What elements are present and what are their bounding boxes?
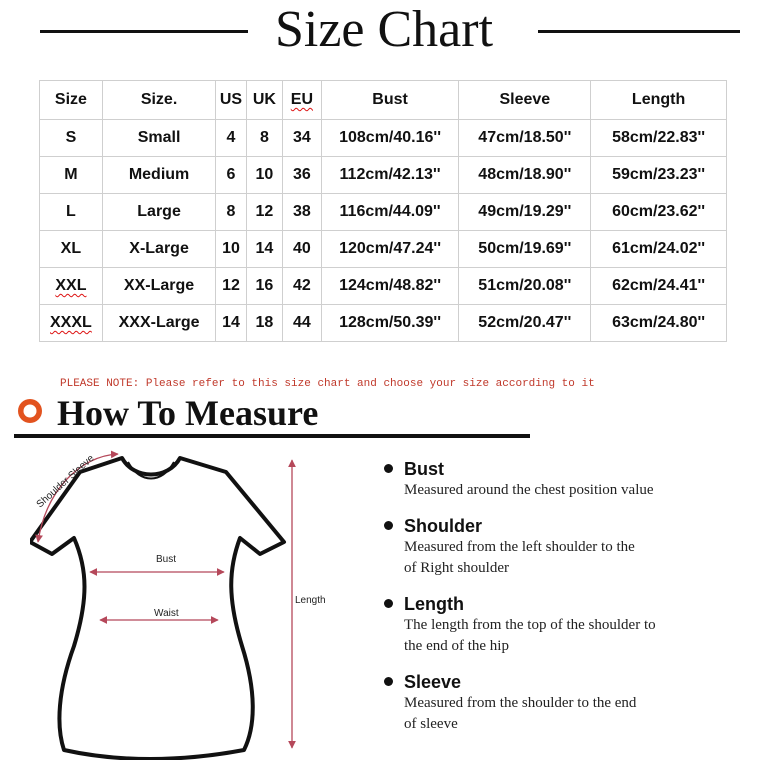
table-cell: L bbox=[40, 194, 103, 231]
table-cell: 44 bbox=[283, 305, 322, 342]
measure-item-shoulder bbox=[380, 515, 760, 579]
measure-desc: Measured from the left shoulder to the bbox=[404, 539, 635, 555]
measure-item-sleeve bbox=[380, 671, 760, 735]
table-row bbox=[40, 268, 727, 305]
column-header: Bust bbox=[321, 81, 459, 120]
table-row bbox=[40, 305, 727, 342]
bullet-icon bbox=[384, 599, 393, 608]
table-cell: XXXL bbox=[40, 305, 103, 342]
table-cell: 8 bbox=[216, 194, 246, 231]
measure-list bbox=[380, 458, 760, 749]
table-row bbox=[40, 120, 727, 157]
length-label: Length bbox=[295, 595, 326, 606]
table-cell: XL bbox=[40, 231, 103, 268]
table-cell: 61cm/24.02'' bbox=[591, 231, 727, 268]
table-cell: 8 bbox=[246, 120, 282, 157]
size-chart-header bbox=[0, 0, 768, 62]
table-cell: 16 bbox=[246, 268, 282, 305]
table-cell: 124cm/48.82'' bbox=[321, 268, 459, 305]
measure-item-length bbox=[380, 593, 760, 657]
table-cell: 63cm/24.80'' bbox=[591, 305, 727, 342]
measure-name: Bust bbox=[404, 459, 444, 479]
column-header: Size bbox=[40, 81, 103, 120]
table-cell: 120cm/47.24'' bbox=[321, 231, 459, 268]
column-header: Size. bbox=[102, 81, 215, 120]
title-rule-right bbox=[538, 30, 740, 33]
table-cell: 116cm/44.09'' bbox=[321, 194, 459, 231]
table-cell: 62cm/24.41'' bbox=[591, 268, 727, 305]
table-cell: 112cm/42.13'' bbox=[321, 157, 459, 194]
bullet-icon bbox=[384, 677, 393, 686]
table-cell: 10 bbox=[246, 157, 282, 194]
table-cell: 38 bbox=[283, 194, 322, 231]
bullet-icon bbox=[384, 521, 393, 530]
measure-name: Sleeve bbox=[404, 672, 462, 692]
table-cell: 10 bbox=[216, 231, 246, 268]
table-cell: XX-Large bbox=[102, 268, 215, 305]
table-header-row bbox=[40, 81, 727, 120]
measure-desc: of Right shoulder bbox=[404, 560, 509, 576]
table-cell: 12 bbox=[246, 194, 282, 231]
table-cell: XXL bbox=[40, 268, 103, 305]
column-header: UK bbox=[246, 81, 282, 120]
column-header: Length bbox=[591, 81, 727, 120]
table-cell: 4 bbox=[216, 120, 246, 157]
measure-name: Length bbox=[404, 594, 464, 614]
table-cell: 34 bbox=[283, 120, 322, 157]
column-header: EU bbox=[283, 81, 322, 120]
table-cell: 128cm/50.39'' bbox=[321, 305, 459, 342]
table-cell: 42 bbox=[283, 268, 322, 305]
measure-desc: The length from the top of the shoulder to bbox=[404, 617, 656, 633]
table-cell: 14 bbox=[246, 231, 282, 268]
table-row bbox=[40, 194, 727, 231]
waist-label: Waist bbox=[154, 608, 179, 619]
table-cell: M bbox=[40, 157, 103, 194]
bullet-icon bbox=[384, 464, 393, 473]
table-cell: 47cm/18.50'' bbox=[459, 120, 591, 157]
table-row bbox=[40, 157, 727, 194]
table-cell: 40 bbox=[283, 231, 322, 268]
table-cell: 108cm/40.16'' bbox=[321, 120, 459, 157]
table-cell: 59cm/23.23'' bbox=[591, 157, 727, 194]
table-cell: 50cm/19.69'' bbox=[459, 231, 591, 268]
table-cell: 18 bbox=[246, 305, 282, 342]
table-cell: 12 bbox=[216, 268, 246, 305]
measure-desc: the end of the hip bbox=[404, 638, 509, 654]
page-title: Size Chart bbox=[274, 1, 494, 58]
sleeve-cuff-left bbox=[52, 538, 74, 554]
column-header: US bbox=[216, 81, 246, 120]
measure-item-bust bbox=[380, 458, 760, 501]
table-cell: 6 bbox=[216, 157, 246, 194]
how-to-measure-title: How To Measure bbox=[57, 393, 319, 433]
table-row bbox=[40, 231, 727, 268]
table-cell: 51cm/20.08'' bbox=[459, 268, 591, 305]
table-cell: 14 bbox=[216, 305, 246, 342]
size-note: PLEASE NOTE: Please refer to this size chart and choose your size according to it bbox=[60, 378, 595, 390]
measure-desc: of sleeve bbox=[404, 716, 458, 732]
table-cell: 48cm/18.90'' bbox=[459, 157, 591, 194]
table-cell: Medium bbox=[102, 157, 215, 194]
target-circle-icon bbox=[16, 397, 44, 425]
column-header: Sleeve bbox=[459, 81, 591, 120]
table-cell: XXX-Large bbox=[102, 305, 215, 342]
bust-label: Bust bbox=[156, 554, 177, 565]
measure-desc: Measured from the shoulder to the end bbox=[404, 695, 637, 711]
table-cell: 58cm/22.83'' bbox=[591, 120, 727, 157]
table-cell: Large bbox=[102, 194, 215, 231]
table-cell: 36 bbox=[283, 157, 322, 194]
table-cell: 52cm/20.47'' bbox=[459, 305, 591, 342]
tshirt-diagram bbox=[30, 450, 360, 760]
size-table bbox=[39, 80, 727, 342]
table-cell: Small bbox=[102, 120, 215, 157]
sleeve-cuff-right bbox=[240, 538, 260, 554]
table-cell: 49cm/19.29'' bbox=[459, 194, 591, 231]
table-cell: X-Large bbox=[102, 231, 215, 268]
table-cell: S bbox=[40, 120, 103, 157]
measure-desc: Measured around the chest position value bbox=[404, 482, 654, 498]
shoulder-sleeve-label: Shoulder Sleeve bbox=[34, 452, 97, 511]
how-to-measure-rule bbox=[14, 434, 530, 438]
measure-name: Shoulder bbox=[404, 516, 483, 536]
table-cell: 60cm/23.62'' bbox=[591, 194, 727, 231]
